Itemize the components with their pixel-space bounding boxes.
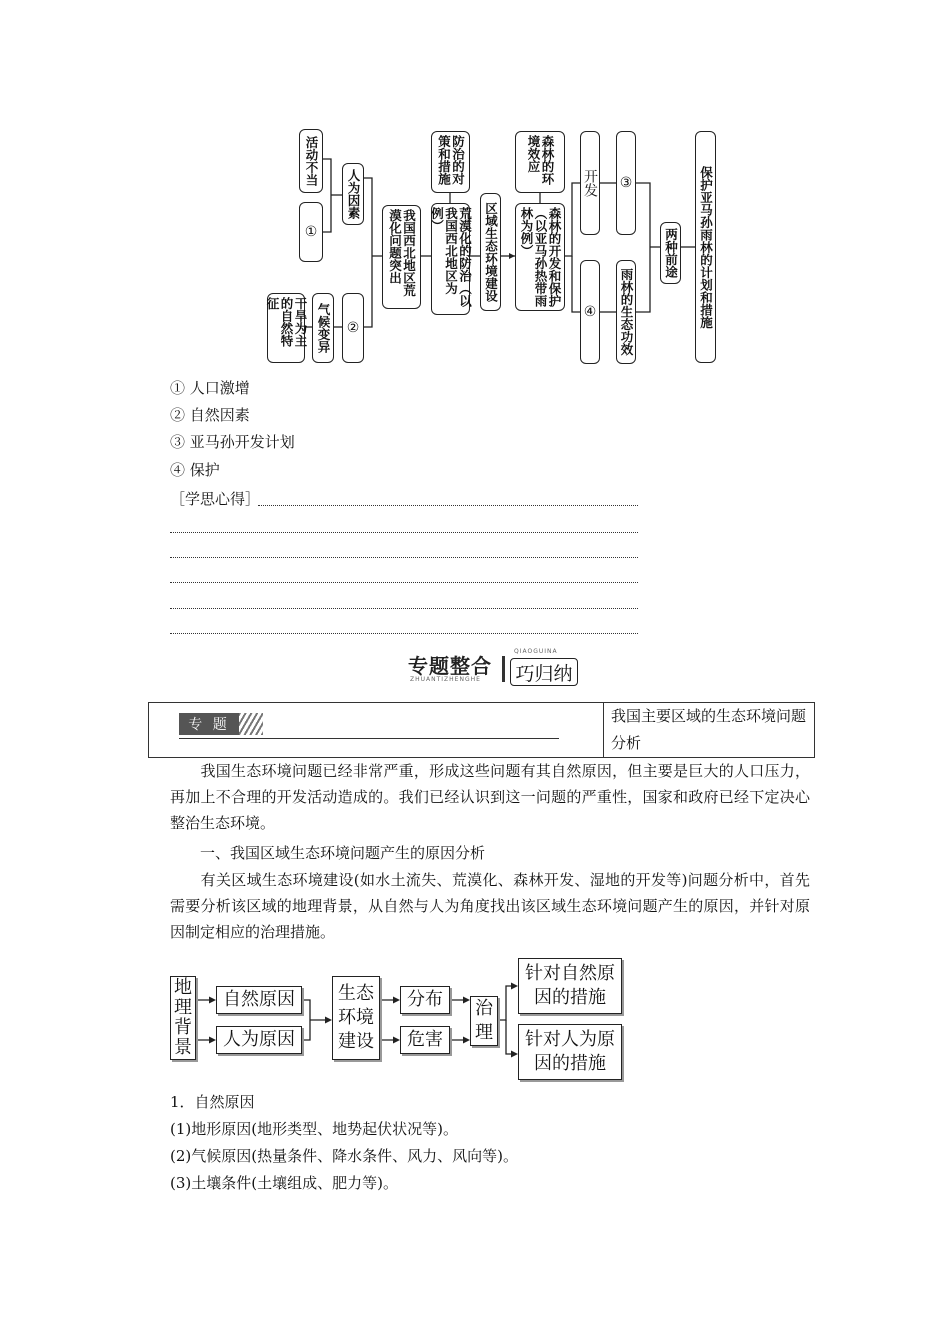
map-forest-effect: 森林的环境效应	[515, 131, 565, 193]
map-develop: 开发	[580, 131, 600, 235]
map-forest-development: 森林的开发和保护（以亚马孙热带雨林为例）	[515, 203, 565, 311]
topic-title: 我国主要区域的生态环境问题分析	[611, 707, 807, 752]
section-heading: 一、我国区域生态环境问题产生的原因分析	[170, 844, 486, 862]
flow-distribution: 分布	[400, 986, 450, 1014]
list-heading: 1．自然原因	[170, 1093, 255, 1111]
banner-title-left: 专题整合	[408, 654, 492, 678]
map-blank-2: ②	[342, 293, 364, 363]
flow-eco-construction: 生态环境建设	[332, 976, 380, 1060]
map-northwest-desert: 我国西北地区荒漠化问题突出	[382, 205, 421, 309]
map-climate-change: 气候变异	[312, 293, 334, 363]
list-item: (2)气候原因(热量条件、降水条件、风力、风向等)。	[170, 1147, 518, 1165]
map-regional-eco-construction: 区域生态环境建设	[480, 193, 501, 311]
map-rainforest-function: 雨林的生态功效	[616, 260, 636, 364]
map-prevention-measures: 防治的对策和措施	[431, 131, 470, 193]
answer-4: ④ 保护	[170, 461, 220, 479]
map-two-futures: 两种前途	[660, 222, 681, 284]
paragraph-intro: 我国生态环境问题已经非常严重，形成这些问题有其自然原因，但主要是巨大的人口压力，再加上不合理的开发活动造成的。我们已经认识到这一问题的严重性，国家和政府已经下定决心整治生态环境。	[170, 762, 810, 832]
paragraph-analysis: 有关区域生态环境建设(如水土流失、荒漠化、森林开发、湿地的开发等)问题分析中，首先需要分析该区域的地理背景，从自然与人为角度找出该区域生态环境问题产生的原因，并针对原因制定相应的治理措施。	[170, 871, 810, 941]
answer-3: ③ 亚马孙开发计划	[170, 433, 295, 451]
flow-natural-cause: 自然原因	[216, 986, 302, 1014]
list-item: (3)土壤条件(土壤组成、肥力等)。	[170, 1174, 398, 1192]
list-item: (1)地形原因(地形类型、地势起伏状况等)。	[170, 1120, 458, 1138]
answer-1: ① 人口激增	[170, 379, 250, 397]
map-blank-1: ①	[299, 202, 323, 262]
topic-tag: 专 题	[179, 713, 239, 735]
flow-harm: 危害	[400, 1026, 450, 1054]
flow-natural-measures: 针对自然原因的措施	[518, 958, 622, 1014]
map-blank-3: ③	[616, 131, 636, 235]
flow-human-measures: 针对人为原因的措施	[518, 1024, 622, 1080]
banner-pinyin-left: ZHUANTIZHENGHE	[410, 676, 481, 683]
map-drought-feature: 干旱为主的自然特征	[267, 293, 305, 363]
map-blank-4: ④	[580, 260, 600, 364]
banner-title-right: 巧归纳	[510, 658, 578, 686]
map-human-factor: 人为因素	[342, 163, 364, 225]
map-activity-improper: 活动不当	[299, 129, 323, 193]
banner-pinyin-right: QIAOGUINA	[514, 648, 558, 655]
flow-geo-background: 地理背景	[170, 976, 196, 1060]
flow-human-cause: 人为原因	[216, 1026, 302, 1054]
map-desertification-control: 荒漠化的防治（以我国西北地区为例）	[431, 203, 470, 315]
map-amazon-protection-plan: 保护亚马孙雨林的计划和措施	[695, 131, 716, 363]
flow-governance: 治理	[470, 996, 498, 1046]
answer-2: ② 自然因素	[170, 406, 250, 424]
notes-label: ［学思心得］	[170, 490, 261, 508]
